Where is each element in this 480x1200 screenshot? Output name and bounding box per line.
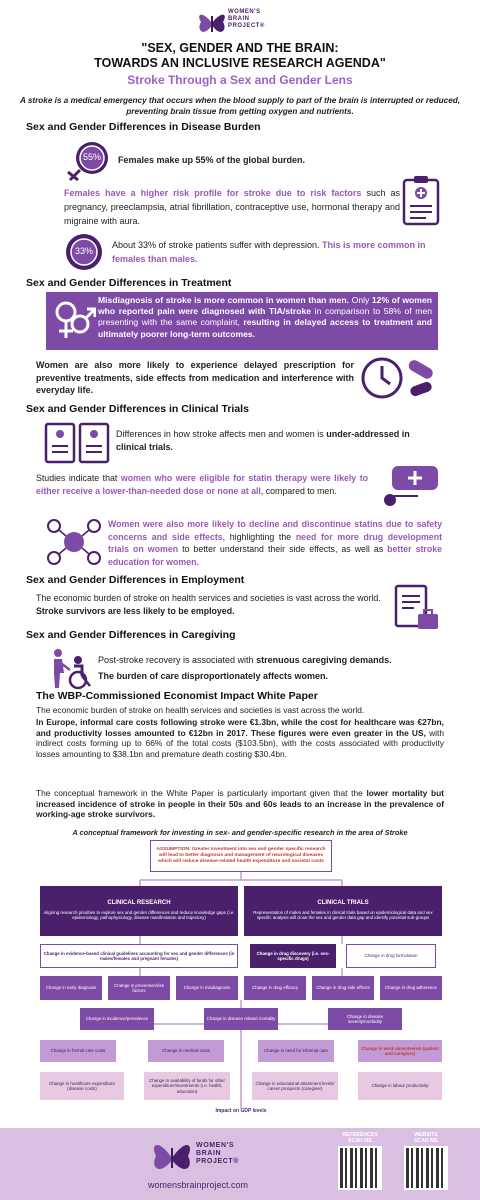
employment-bold: Stroke survivors are less likely to be employed. bbox=[36, 605, 235, 616]
assumption-text: Greater investment into sex and gender specific research will lead to better diagnosis and management of neurological diseases which will reduce disease-related health expenditure and societal costs bbox=[157, 847, 326, 864]
labour-box: Change in labour productivity bbox=[358, 1072, 442, 1100]
website-qr-code[interactable] bbox=[404, 1146, 448, 1190]
misdiagnosis-t2: in comparison to 58% of men presenting with the same complaint, bbox=[98, 306, 432, 328]
trials-p2-highlight: women who were eligible for statin therapy were likely to either receive a lower-than-needed dose or none at all bbox=[36, 473, 368, 496]
references-scan: SCAN ME bbox=[348, 1138, 372, 1144]
footer-website[interactable]: womensbrainproject.com bbox=[148, 1180, 249, 1190]
whitepaper-p2-bold: In Europe, informal care costs following stroke were €1.3bn, while the cost for healthcare was €27bn, and productivity losses amounted to €12bn in 2017. These figures were even greater in the US, bbox=[36, 717, 444, 738]
trials-heading: Sex and Gender Differences in Clinical Trials bbox=[26, 403, 249, 415]
risk-rest: such as pregnancy, preeclampsia, atrial fibrillation, contraceptive use, hormonal therapy and migraine with aura. bbox=[64, 188, 400, 226]
references-qr-code[interactable] bbox=[338, 1146, 382, 1190]
gender-symbols-icon bbox=[52, 298, 96, 344]
trials-title: CLINICAL TRIALS bbox=[317, 900, 369, 907]
formal-care-box: Change in formal care costs bbox=[40, 1040, 116, 1062]
wheelchair-caregiver-icon bbox=[48, 648, 94, 690]
logo-text bbox=[228, 9, 265, 30]
drug-discovery-box: Change in drug discovery (i.e. sex-specific drugs) bbox=[250, 944, 336, 968]
footer-logo-line3: PROJECT® bbox=[196, 1158, 240, 1165]
misdiagnosis-text bbox=[98, 295, 432, 340]
caregiving-bold: strenuous caregiving demands. bbox=[256, 655, 392, 665]
research-text: Aligning research priorities to explore sex and gender differences and reduce knowledge gaps (i.e. epidemiology, pathophysiology, disease manifestation and trajectory) bbox=[43, 909, 235, 921]
caregiving-body: Post-stroke recovery is associated with bbox=[98, 655, 257, 665]
misdiagnosis-bold2: 12% of women who reported pain were diagnosed with TIA/stroke bbox=[98, 295, 432, 317]
research-title: CLINICAL RESEARCH bbox=[107, 900, 171, 907]
trials-p3-mid2: to better understand their side effects, as well as bbox=[178, 544, 388, 554]
references-qr-pattern bbox=[340, 1148, 380, 1188]
trials-p3 bbox=[108, 518, 442, 568]
document-briefcase-icon bbox=[392, 584, 442, 634]
caregiving-highlight: The burden of care disproportionately affects women. bbox=[98, 671, 329, 681]
gdp-label: Impact on GDP levels bbox=[215, 1108, 267, 1115]
prevention-box: Change in prevention/risk factors bbox=[108, 976, 170, 1000]
references-label bbox=[330, 1132, 390, 1144]
title-line2: TOWARDS AN INCLUSIVE RESEARCH AGENDA" bbox=[94, 56, 386, 70]
informal-care-box: Change in need for informal care bbox=[258, 1040, 334, 1062]
framework-title: A conceptual framework for investing in sex- and gender-specific research in the area of Stroke bbox=[72, 828, 408, 837]
medical-form-icon bbox=[400, 176, 444, 228]
healthcare-expenditure-box: Change in healthcare expenditure (disease costs) bbox=[40, 1072, 124, 1100]
page-subtitle: Stroke Through a Sex and Gender Lens bbox=[127, 73, 353, 87]
website-title: WEBSITE bbox=[414, 1132, 438, 1138]
stat-33-value: 33% bbox=[74, 246, 93, 256]
assumption-label: ASSUMPTION: bbox=[156, 847, 191, 853]
header bbox=[0, 0, 480, 98]
whitepaper-p3-bold: lower mortality but increased incidence of stroke in people in their 50s and 60s leads to an increase in the prevalence of working-age stroke survivors. bbox=[36, 788, 444, 820]
trials-p1 bbox=[116, 428, 440, 454]
clinical-trials-box bbox=[244, 886, 442, 936]
misdiagnosis-bold3: resulting in delayed access to treatment and ultimately poorer long-term outcomes. bbox=[98, 317, 432, 339]
statin-syringe-icon bbox=[378, 462, 444, 510]
early-diagnosis-box: Change in early diagnosis bbox=[40, 976, 102, 1000]
footer bbox=[0, 1128, 480, 1200]
incidence-box: Change in incidence/prevalence bbox=[80, 1008, 154, 1030]
employment-body: The economic burden of stroke on health services and societies is vast across the world. bbox=[36, 593, 381, 603]
whitepaper-p2-rest: with indirect costs forming up to 66% of the total costs ($103.5bn), with the costs associated with productivity losses amounting to $38.1bn and premature death costing $30.4bn. bbox=[36, 727, 444, 759]
clinical-research-box bbox=[40, 886, 238, 936]
delayed-prescription-text: Women are also more likely to experience delayed prescription for preventive treatments, side effects from medication and interference with everyday life. bbox=[36, 360, 354, 395]
framework-diagram bbox=[40, 840, 442, 1122]
patient-records-icon bbox=[44, 420, 110, 464]
whitepaper-p1: The economic burden of stroke on health services and societies is vast across the world. bbox=[36, 705, 365, 715]
clock-pills-icon bbox=[360, 354, 440, 404]
website-qr-pattern bbox=[406, 1148, 446, 1188]
references-title: REFERENCES bbox=[342, 1132, 378, 1138]
trials-text: Representation of males and females in clinical trials based on epidemiological data and sex specific analysis will close the sex and gender data gap and identify potential sub-groups bbox=[253, 909, 433, 921]
misdiagnosis-box: Change in misdiagnosis bbox=[176, 976, 238, 1000]
footer-butterfly-icon bbox=[150, 1138, 194, 1178]
drug-efficacy-box: Change in drug efficacy bbox=[244, 976, 306, 1000]
trials-p1-bold: under-addressed in clinical trials. bbox=[116, 429, 410, 452]
treatment-heading: Sex and Gender Differences in Treatment bbox=[26, 277, 232, 289]
medical-costs-box: Change in medical costs bbox=[148, 1040, 224, 1062]
drug-adherence-box: Change in drug adherence bbox=[380, 976, 442, 1000]
stat-55-value: 55% bbox=[82, 152, 101, 162]
funds-box: Change in availability of funds for other expenditure/investments (i.e. health, education) bbox=[144, 1072, 230, 1100]
assumption-box bbox=[150, 840, 332, 872]
trials-p2 bbox=[36, 472, 368, 497]
trials-p2-end: , compared to men. bbox=[260, 485, 337, 496]
trials-p3-highlight2: need for more drug development trials on women bbox=[108, 531, 442, 554]
caregiving-text bbox=[98, 654, 448, 666]
whitepaper-p3 bbox=[36, 788, 444, 820]
severity-box: Change in disease severity/morbidity bbox=[328, 1008, 402, 1030]
stat-55-text: Females make up 55% of the global burden. bbox=[118, 155, 306, 165]
guidelines-box: Change in evidence-based clinical guidelines accounting for sex and gender differences (in males/females and pregnant females) bbox=[40, 944, 238, 968]
title-line1: "SEX, GENDER AND THE BRAIN: bbox=[141, 41, 339, 55]
mortality-box: Change in disease related mortality bbox=[204, 1008, 278, 1030]
depression-text bbox=[112, 238, 432, 266]
absenteeism-box: Change in work absenteeism (patient and caregiver) bbox=[358, 1040, 442, 1062]
whitepaper-p3-start: The conceptual framework in the White Paper is particularly important given that the bbox=[36, 788, 367, 798]
employment-heading: Sex and Gender Differences in Employment bbox=[26, 574, 245, 586]
side-effects-icon bbox=[44, 516, 104, 568]
depression-stat: About 33% of stroke patients suffer with depression. bbox=[112, 240, 322, 250]
footer-logo-text bbox=[196, 1142, 239, 1166]
caregiving-heading: Sex and Gender Differences in Caregiving bbox=[26, 629, 236, 641]
intro-text: A stroke is a medical emergency that occurs when the blood supply to part of the brain is interrupted or reduced, preventing brain tissue from getting oxygen and nutrients. bbox=[19, 96, 461, 116]
trials-p3-mid: , highlighting the bbox=[222, 531, 296, 542]
website-label bbox=[396, 1132, 456, 1144]
logo-line3: PROJECT® bbox=[228, 23, 265, 29]
misdiagnosis-bold: Misdiagnosis of stroke is more common in women than men. bbox=[98, 295, 350, 305]
drug-side-effects-box: Change in drug side effects bbox=[312, 976, 374, 1000]
whitepaper-heading: The WBP-Commissioned Economist Impact White Paper bbox=[36, 690, 318, 702]
risk-profile-text bbox=[64, 186, 400, 228]
footer-logo-line2: BRAIN bbox=[196, 1150, 222, 1157]
risk-highlight: Females have a higher risk profile for stroke due to risk factors bbox=[64, 188, 362, 198]
footer-logo-line1: WOMEN'S bbox=[196, 1142, 235, 1149]
burden-heading: Sex and Gender Differences in Disease Burden bbox=[26, 121, 261, 133]
trials-p3-highlight3: better stroke education for women. bbox=[108, 544, 443, 567]
employment-text bbox=[36, 592, 388, 617]
misdiagnosis-t1: Only bbox=[349, 295, 372, 305]
logo-line1: WOMEN'S bbox=[228, 9, 261, 15]
website-scan: SCAN ME bbox=[414, 1138, 438, 1144]
depression-highlight: This is more common in females than males. bbox=[112, 240, 426, 264]
logo-line2: BRAIN bbox=[228, 16, 250, 22]
trials-p1-text: Differences in how stroke affects men and women is bbox=[116, 429, 327, 439]
trials-p3-highlight: Women were also more likely to decline and discontinue statins due to safety concerns and side effects bbox=[108, 519, 442, 542]
trials-p2-start: Studies indicate that bbox=[36, 473, 121, 483]
education-box: Change in educational attainment levels/ career prospects (caregiver) bbox=[252, 1072, 338, 1100]
drug-formulation-box: Change in drug formulation bbox=[346, 944, 436, 968]
whitepaper-p2 bbox=[36, 717, 444, 759]
page-title bbox=[0, 41, 480, 71]
